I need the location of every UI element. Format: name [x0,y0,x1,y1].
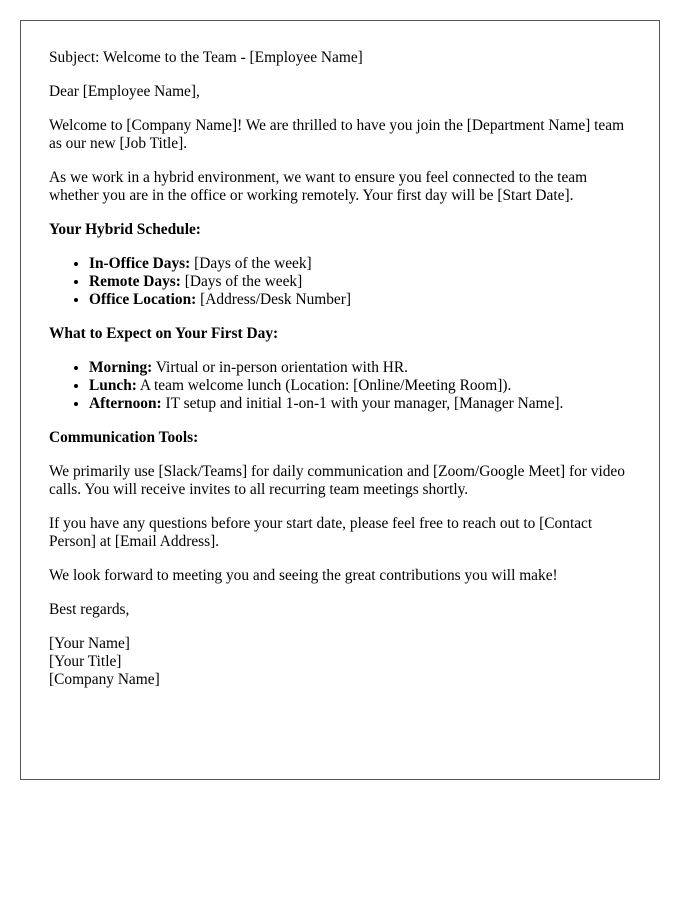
list-item-label: Remote Days: [89,273,181,290]
list-item [89,395,631,413]
signature-block [49,635,631,689]
signature-title: [Your Title] [49,653,122,670]
first-day-list [49,359,631,413]
communication-paragraph: We primarily use [Slack/Teams] for daily communication and [Zoom/Google Meet] for video calls. You will receive invites to all recurring team meetings shortly. [49,463,625,498]
subject-line: Subject: Welcome to the Team - [Employee Name] [49,49,363,66]
list-item-value: A team welcome lunch (Location: [Online/Meeting Room]). [136,377,512,394]
list-item [89,255,631,273]
questions-paragraph: If you have any questions before your start date, please feel free to reach out to [Contact Person] at [Email Address]. [49,515,593,550]
list-item-value: [Address/Desk Number] [196,291,352,308]
signature-company: [Company Name] [49,671,160,688]
list-item [89,273,631,291]
greeting: Dear [Employee Name], [49,83,200,100]
list-item-label: Lunch: [89,377,137,394]
closing-line: We look forward to meeting you and seeing the great contributions you will make! [49,567,558,584]
list-item-label: Afternoon: [89,395,162,412]
list-item-value: IT setup and initial 1-on-1 with your manager, [Manager Name]. [161,395,564,412]
first-day-heading: What to Expect on Your First Day: [49,325,279,342]
intro-paragraph: Welcome to [Company Name]! We are thrilled to have you join the [Department Name] team as our new [Job Title]. [49,117,625,152]
list-item-value: Virtual or in-person orientation with HR. [152,359,408,376]
schedule-heading: Your Hybrid Schedule: [49,221,201,238]
schedule-list [49,255,631,309]
communication-heading: Communication Tools: [49,429,199,446]
sign-off: Best regards, [49,601,130,618]
hybrid-paragraph: As we work in a hybrid environment, we want to ensure you feel connected to the team whether you are in the office or working remotely. Your first day will be [Start Date]. [49,169,588,204]
list-item-label: Office Location: [89,291,197,308]
list-item-value: [Days of the week] [190,255,312,272]
signature-name: [Your Name] [49,635,130,652]
list-item-label: Morning: [89,359,153,376]
list-item [89,291,631,309]
list-item-value: [Days of the week] [180,273,303,290]
list-item [89,377,631,395]
list-item [89,359,631,377]
list-item-label: In-Office Days: [89,255,191,272]
letter-document [20,20,660,780]
